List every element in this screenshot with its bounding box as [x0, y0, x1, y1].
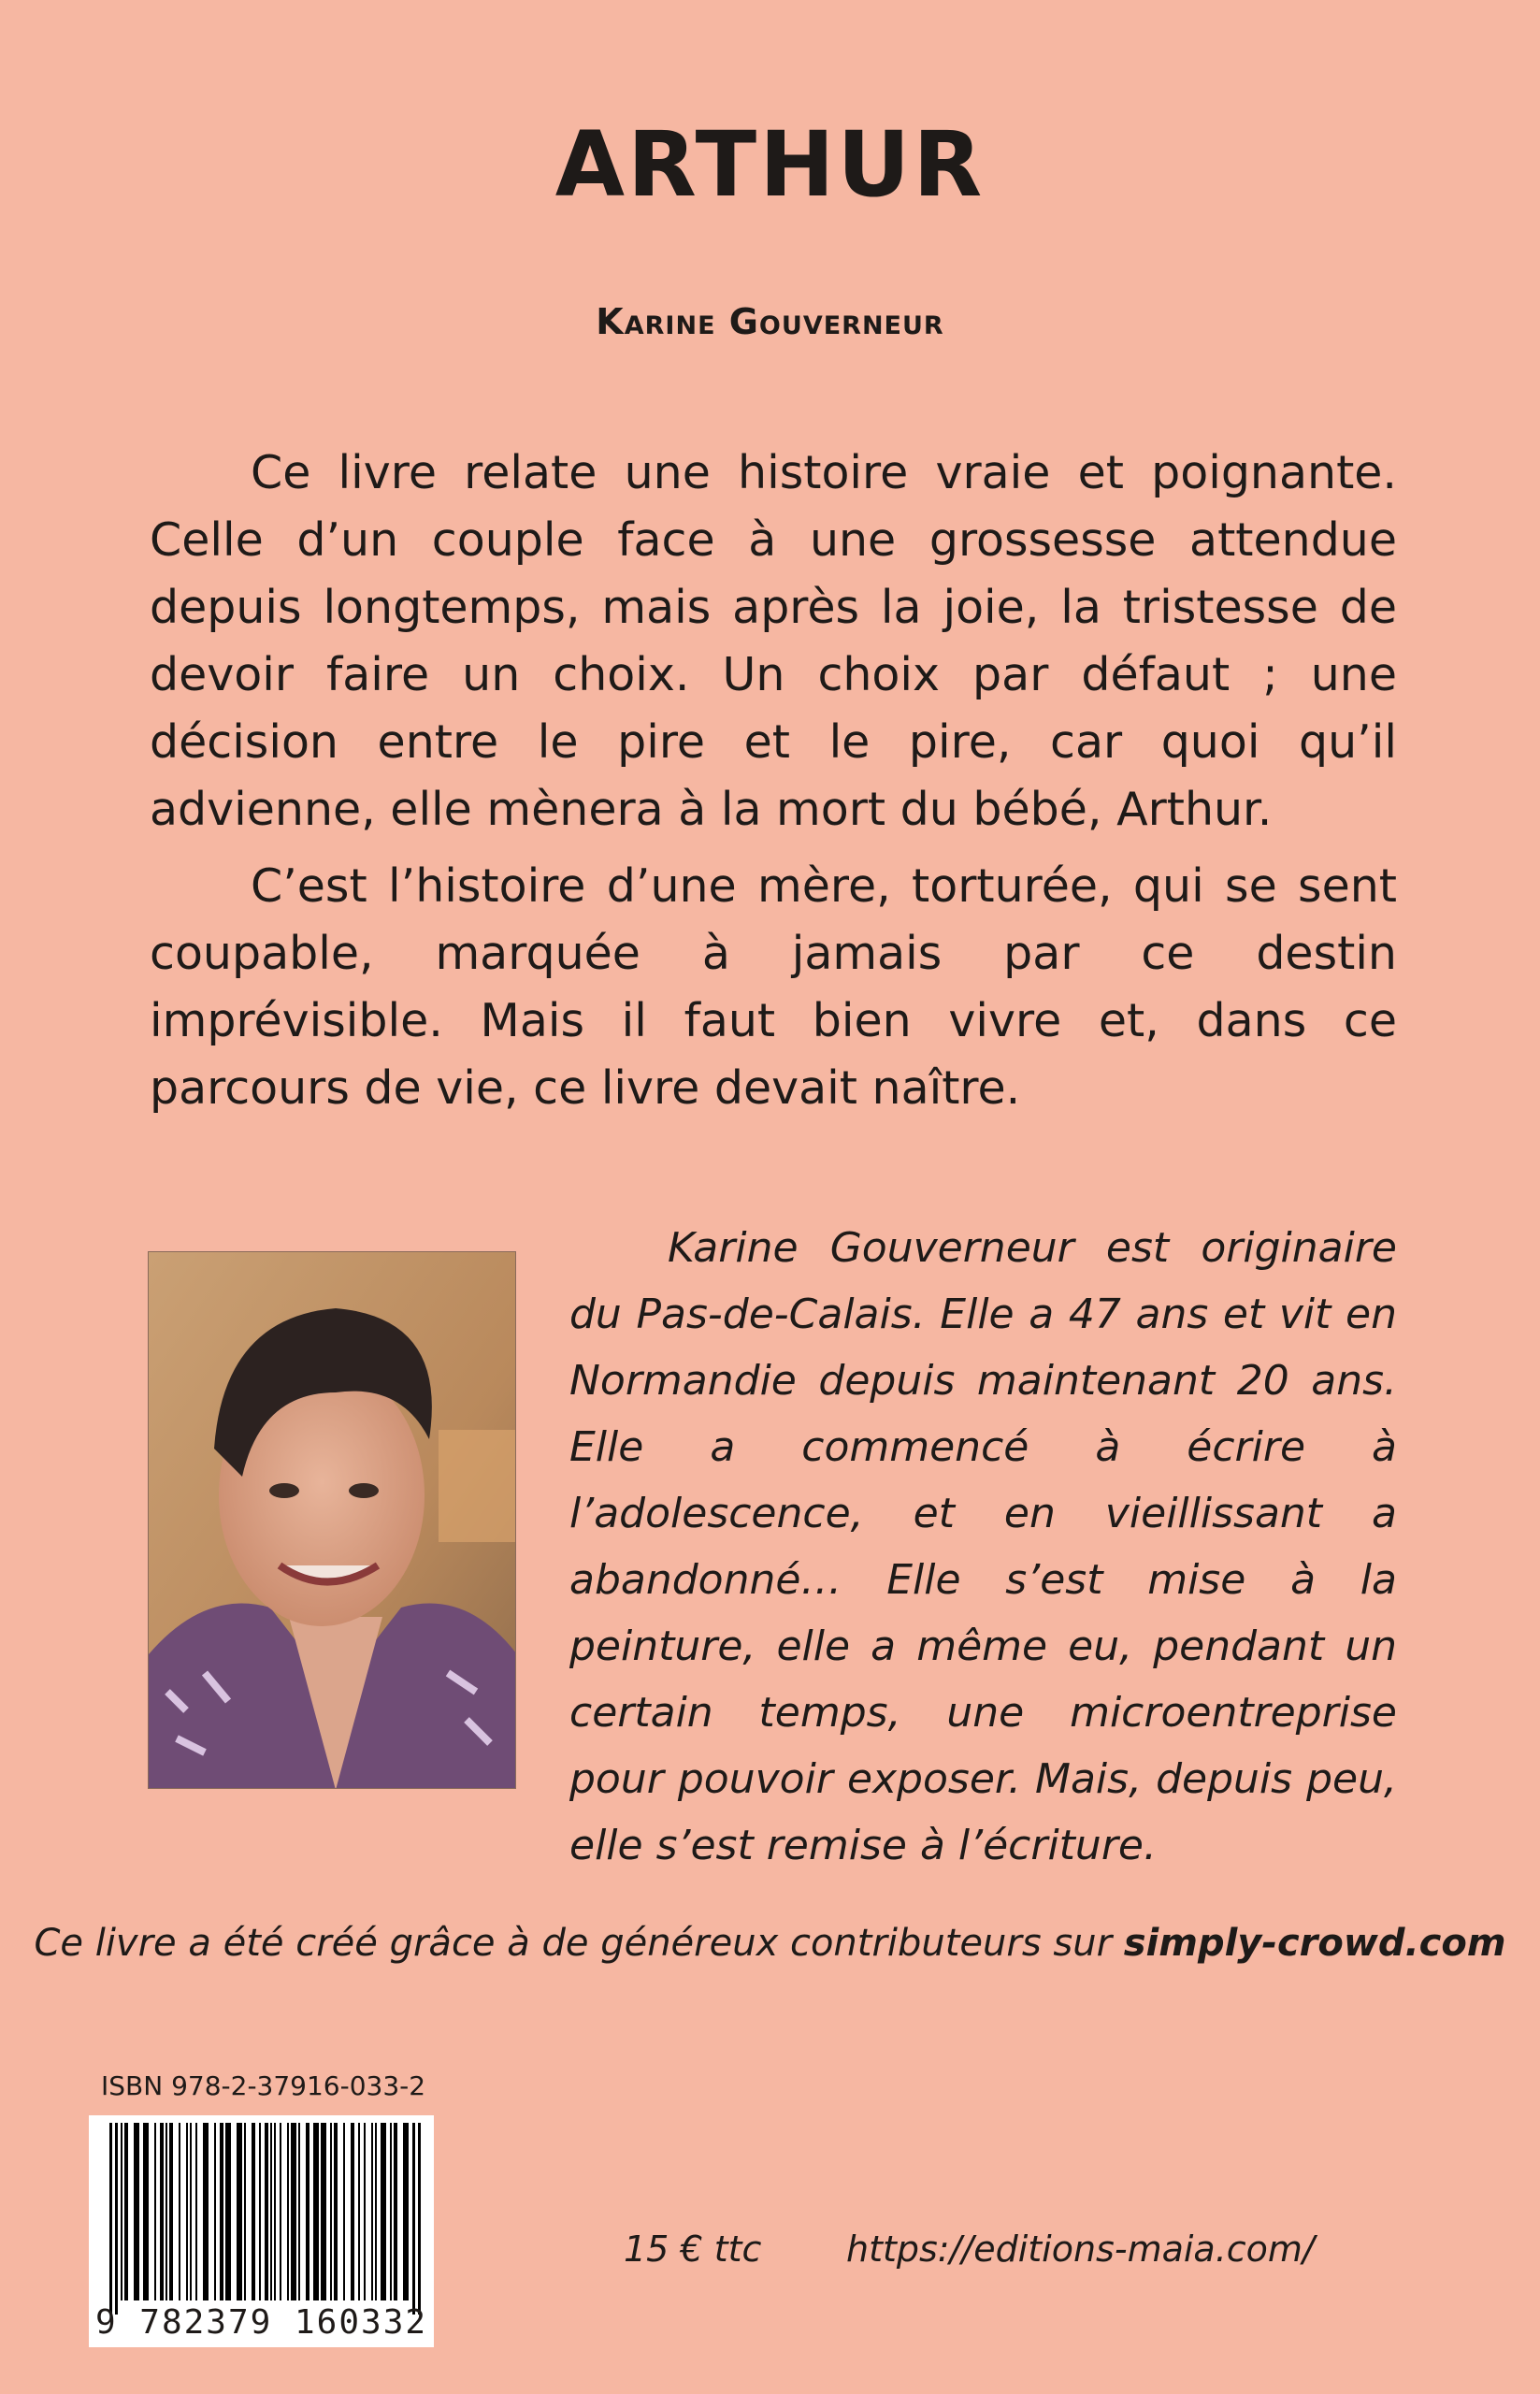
- barcode-bar: [298, 2123, 300, 2300]
- barcode-bar: [334, 2123, 338, 2300]
- barcode-bar: [186, 2123, 188, 2300]
- author-photo: [148, 1251, 516, 1789]
- barcode-bar: [375, 2123, 377, 2300]
- author-name: Karine Gouverneur: [596, 301, 944, 342]
- barcode-bar: [321, 2123, 326, 2300]
- barcode-bar: [330, 2123, 332, 2300]
- barcode-bar: [220, 2123, 223, 2300]
- barcode: [89, 2115, 434, 2347]
- barcode-bar: [403, 2123, 409, 2300]
- barcode-bar: [306, 2123, 309, 2300]
- book-title: ARTHUR: [554, 112, 986, 217]
- barcode-bar: [237, 2123, 242, 2300]
- barcode-bar: [115, 2123, 118, 2315]
- barcode-bar: [121, 2123, 122, 2300]
- barcode-bar: [225, 2123, 231, 2300]
- barcode-bar: [124, 2123, 128, 2300]
- barcode-bar: [252, 2123, 255, 2300]
- barcode-bar: [270, 2123, 272, 2300]
- barcode-bar: [143, 2123, 149, 2300]
- author-bio: Karine Gouverneur est originaire du Pas-de-Calais. Elle a 47 ans et vit en Normandie depuis maintenant 20 ans. Elle a commencé à écrire à l’adolescence, et en vieillissant a abandonné… Elle s’est mise à la peinture, elle a même eu, pendant un certain temps, une microentreprise pour pouvoir exposer. Mais, depuis peu, elle s’est remise à l’écriture.: [569, 1224, 1397, 1869]
- barcode-bar: [390, 2123, 392, 2300]
- barcode-bar: [371, 2123, 373, 2300]
- barcode-bar: [358, 2123, 360, 2300]
- barcode-bar: [179, 2123, 180, 2300]
- barcode-bar: [166, 2123, 167, 2300]
- barcode-bar: [109, 2123, 112, 2315]
- barcode-bar: [160, 2123, 164, 2300]
- barcode-bar: [265, 2123, 268, 2300]
- barcode-bar: [203, 2123, 209, 2300]
- barcode-bar: [291, 2123, 296, 2300]
- barcode-bar: [394, 2123, 397, 2300]
- barcode-bar: [190, 2123, 192, 2300]
- barcode-bar: [364, 2123, 366, 2300]
- book-summary: [150, 440, 1397, 1132]
- barcode-bar: [287, 2123, 289, 2300]
- barcode-bar: [134, 2123, 139, 2300]
- barcode-bar: [274, 2123, 276, 2300]
- barcode-bar: [244, 2123, 246, 2300]
- barcode-bar: [313, 2123, 319, 2300]
- barcode-bar: [351, 2123, 354, 2300]
- crowdfunding-note: [0, 1922, 1540, 1965]
- publisher-url: https://editions-maia.com/: [846, 2228, 1315, 2270]
- barcode-digits: 9 782379 160332: [94, 2303, 428, 2342]
- crowdfunding-site: simply-crowd.com: [1123, 1922, 1506, 1965]
- isbn-number: ISBN 978-2-37916-033-2: [101, 2070, 426, 2101]
- summary-paragraph: Ce livre relate une histoire vraie et poignante. Celle d’un couple face à une grossesse attendue depuis longtemps, mais après la joie, la tristesse de devoir faire un choix. Un choix par défaut ; une décision entre le pire et le pire, car quoi qu’il advienne, elle mènera à la mort du bébé, Arthur.: [150, 446, 1397, 836]
- price: 15 € ttc: [624, 2228, 762, 2270]
- barcode-bar: [169, 2123, 173, 2300]
- barcode-bar: [280, 2123, 281, 2300]
- barcode-bar: [381, 2123, 386, 2300]
- summary-paragraph: C’est l’histoire d’une mère, torturée, qui se sent coupable, marquée à jamais par ce destin imprévisible. Mais il faut bien vivre et, dans ce parcours de vie, ce livre devait naître.: [150, 859, 1397, 1115]
- barcode-bar: [214, 2123, 216, 2300]
- barcode-bar: [412, 2123, 415, 2315]
- barcode-bar: [154, 2123, 156, 2300]
- barcode-bar: [418, 2123, 421, 2315]
- barcode-bar: [343, 2123, 345, 2300]
- barcode-bar: [259, 2123, 261, 2300]
- barcode-bar: [195, 2123, 197, 2300]
- crowdfunding-text: Ce livre a été créé grâce à de généreux contributeurs sur: [34, 1922, 1124, 1965]
